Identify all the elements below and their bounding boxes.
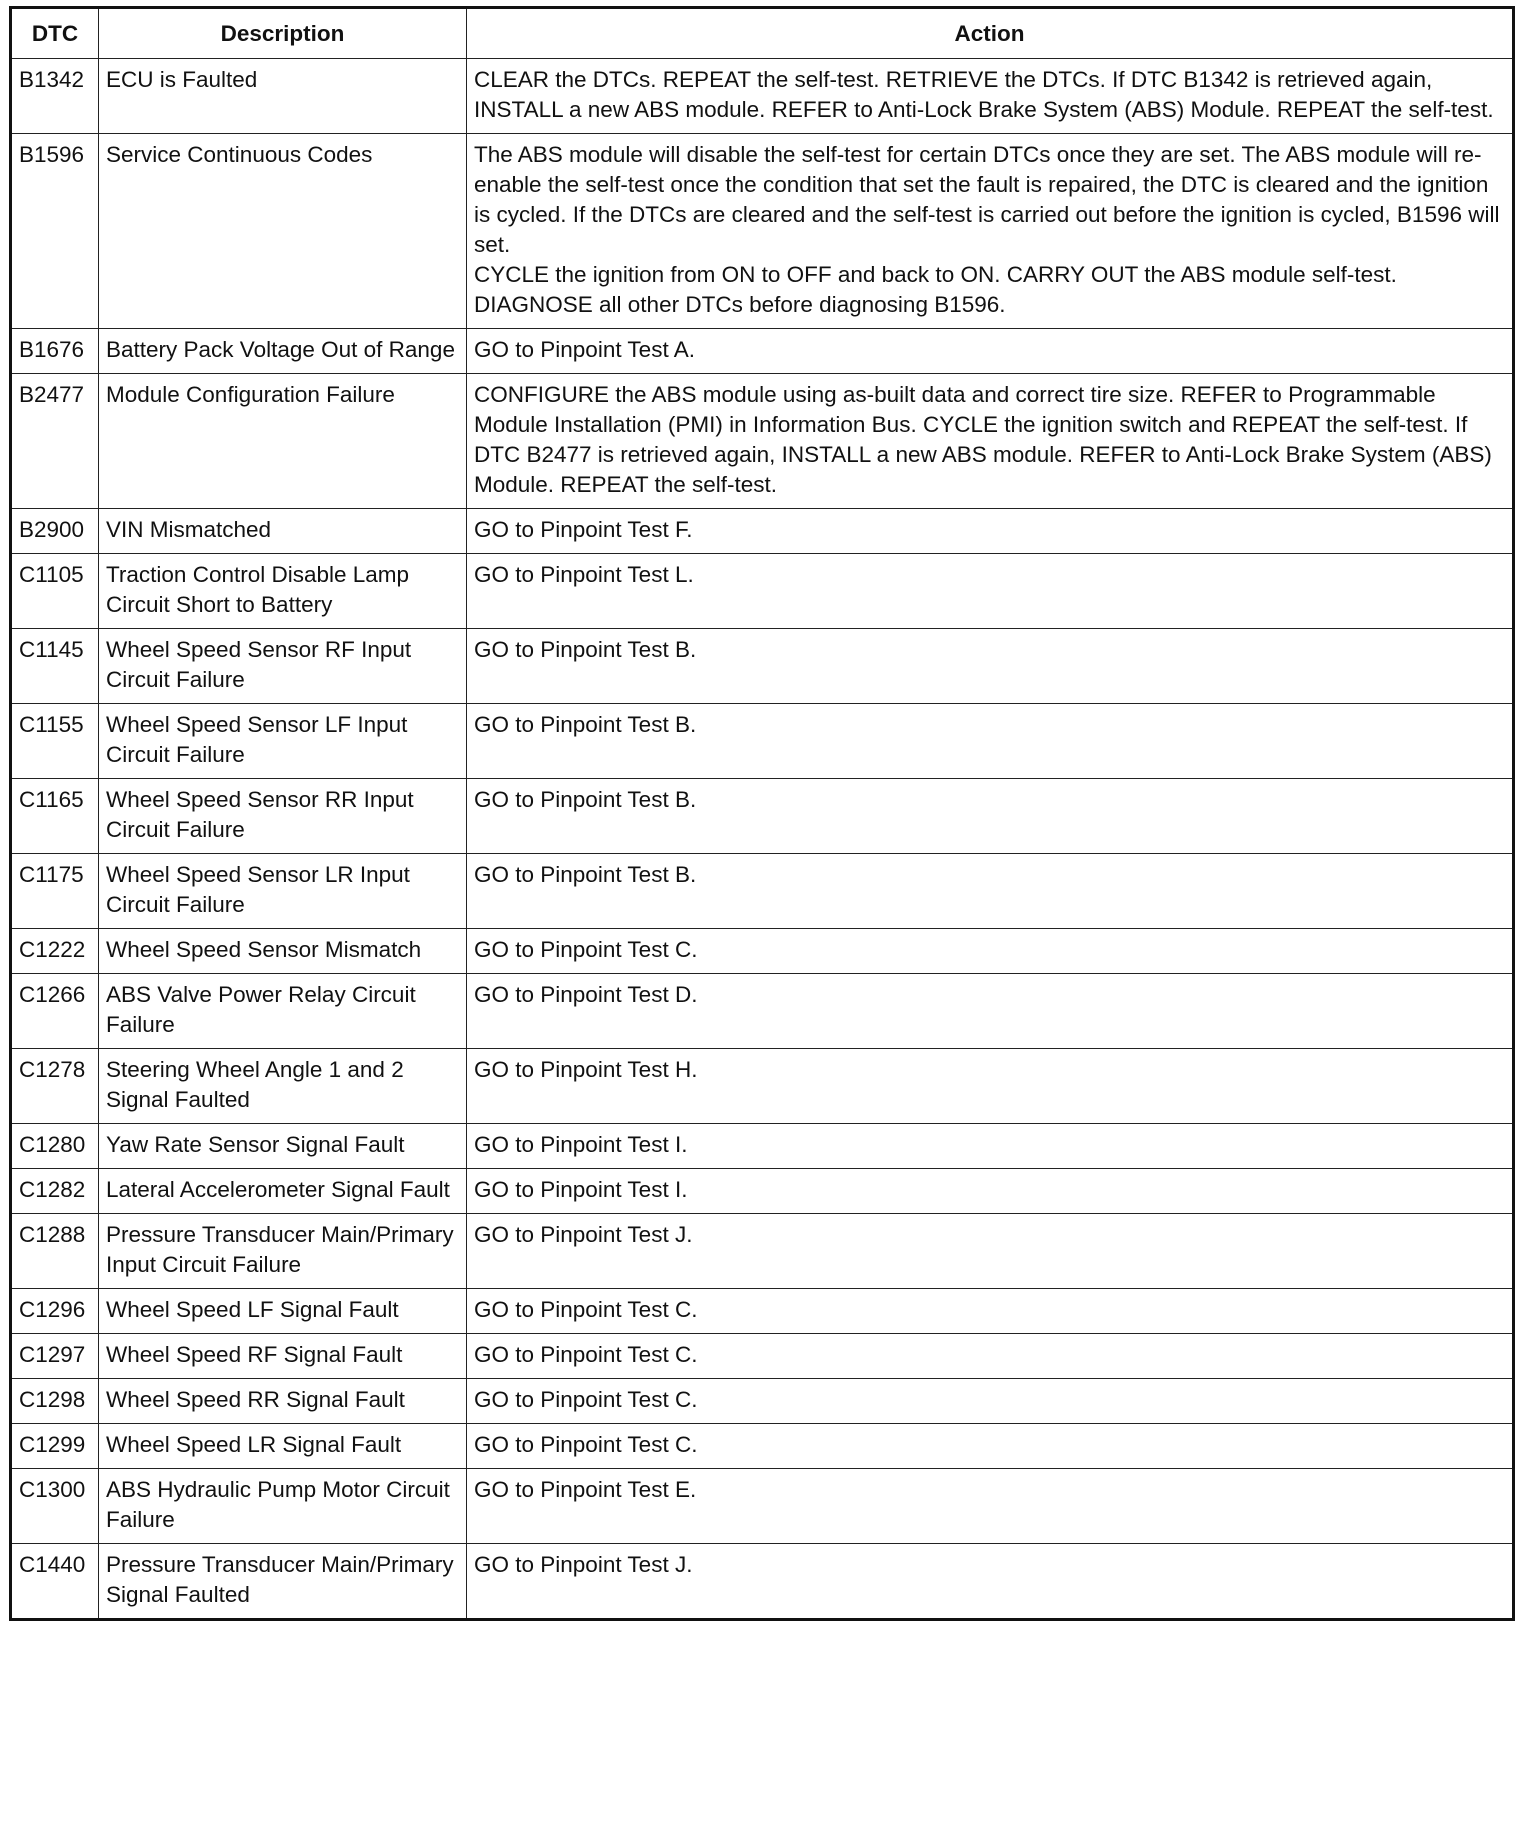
dtc-code: B1676 (11, 329, 99, 374)
dtc-code: C1297 (11, 1334, 99, 1379)
dtc-code: C1266 (11, 974, 99, 1049)
dtc-description: Pressure Transducer Main/Primary Input Circuit Failure (99, 1214, 467, 1289)
dtc-description: Wheel Speed LF Signal Fault (99, 1289, 467, 1334)
table-row (11, 1049, 1514, 1124)
dtc-code: C1165 (11, 779, 99, 854)
dtc-code: C1105 (11, 554, 99, 629)
action-paragraph: GO to Pinpoint Test C. (474, 1432, 698, 1457)
table-row (11, 1289, 1514, 1334)
dtc-action (467, 374, 1514, 509)
dtc-description: Wheel Speed Sensor Mismatch (99, 929, 467, 974)
dtc-action (467, 1379, 1514, 1424)
dtc-action (467, 629, 1514, 704)
table-row (11, 929, 1514, 974)
table-row (11, 1214, 1514, 1289)
dtc-code: B2477 (11, 374, 99, 509)
table-row (11, 134, 1514, 329)
action-paragraph: GO to Pinpoint Test A. (474, 337, 695, 362)
action-paragraph: GO to Pinpoint Test B. (474, 712, 697, 737)
action-paragraph: The ABS module will disable the self-test for certain DTCs once they are set. The ABS module will re-enable the self-test once the condition that set the fault is repaired, the DTC is cleared and the ignition is cycled. If the DTCs are cleared and the self-test is carried out before the ignition is cycled, B1596 will set. (474, 142, 1500, 257)
table-row (11, 629, 1514, 704)
dtc-action (467, 1334, 1514, 1379)
dtc-code: C1300 (11, 1469, 99, 1544)
header-dtc: DTC (11, 8, 99, 59)
action-paragraph: GO to Pinpoint Test B. (474, 787, 697, 812)
dtc-action (467, 929, 1514, 974)
table-row (11, 1469, 1514, 1544)
dtc-description: Wheel Speed Sensor LF Input Circuit Failure (99, 704, 467, 779)
dtc-code: B1342 (11, 59, 99, 134)
action-paragraph: GO to Pinpoint Test J. (474, 1552, 693, 1577)
dtc-code: C1282 (11, 1169, 99, 1214)
action-paragraph: GO to Pinpoint Test E. (474, 1477, 697, 1502)
action-paragraph: GO to Pinpoint Test C. (474, 1387, 698, 1412)
dtc-action (467, 1469, 1514, 1544)
action-paragraph: GO to Pinpoint Test J. (474, 1222, 693, 1247)
table-row (11, 1424, 1514, 1469)
dtc-code: C1278 (11, 1049, 99, 1124)
dtc-description: Wheel Speed Sensor RR Input Circuit Failure (99, 779, 467, 854)
table-row (11, 554, 1514, 629)
dtc-action (467, 854, 1514, 929)
table-body (11, 59, 1514, 1620)
dtc-code: C1222 (11, 929, 99, 974)
dtc-description: Service Continuous Codes (99, 134, 467, 329)
dtc-description: Wheel Speed LR Signal Fault (99, 1424, 467, 1469)
action-paragraph: CLEAR the DTCs. REPEAT the self-test. RETRIEVE the DTCs. If DTC B1342 is retrieved again, INSTALL a new ABS module. REFER to Anti-Lock Brake System (ABS) Module. REPEAT the self-test. (474, 67, 1494, 122)
dtc-description: Battery Pack Voltage Out of Range (99, 329, 467, 374)
action-paragraph: GO to Pinpoint Test C. (474, 1297, 698, 1322)
table-row (11, 1379, 1514, 1424)
action-paragraph: CYCLE the ignition from ON to OFF and back to ON. CARRY OUT the ABS module self-test. DIAGNOSE all other DTCs before diagnosing B1596. (474, 262, 1397, 317)
header-description: Description (99, 8, 467, 59)
dtc-description: ECU is Faulted (99, 59, 467, 134)
action-paragraph: GO to Pinpoint Test B. (474, 862, 697, 887)
dtc-action (467, 704, 1514, 779)
action-paragraph: GO to Pinpoint Test F. (474, 517, 693, 542)
table-row (11, 1124, 1514, 1169)
action-paragraph: GO to Pinpoint Test I. (474, 1177, 688, 1202)
table-row (11, 974, 1514, 1049)
dtc-code: C1299 (11, 1424, 99, 1469)
dtc-action (467, 1049, 1514, 1124)
dtc-description: Lateral Accelerometer Signal Fault (99, 1169, 467, 1214)
dtc-description: Module Configuration Failure (99, 374, 467, 509)
table-row (11, 854, 1514, 929)
action-paragraph: GO to Pinpoint Test C. (474, 1342, 698, 1367)
action-paragraph: GO to Pinpoint Test D. (474, 982, 698, 1007)
dtc-description: Yaw Rate Sensor Signal Fault (99, 1124, 467, 1169)
dtc-code: C1288 (11, 1214, 99, 1289)
dtc-action (467, 779, 1514, 854)
dtc-action (467, 1289, 1514, 1334)
dtc-description: Wheel Speed RF Signal Fault (99, 1334, 467, 1379)
dtc-action (467, 1424, 1514, 1469)
dtc-description: ABS Valve Power Relay Circuit Failure (99, 974, 467, 1049)
table-row (11, 1544, 1514, 1620)
dtc-description: Wheel Speed RR Signal Fault (99, 1379, 467, 1424)
table-row (11, 1334, 1514, 1379)
dtc-action (467, 509, 1514, 554)
table-row (11, 1169, 1514, 1214)
dtc-code: C1440 (11, 1544, 99, 1620)
dtc-description: Traction Control Disable Lamp Circuit Short to Battery (99, 554, 467, 629)
dtc-table (9, 6, 1515, 1621)
action-paragraph: GO to Pinpoint Test I. (474, 1132, 688, 1157)
dtc-code: C1155 (11, 704, 99, 779)
dtc-description: Wheel Speed Sensor LR Input Circuit Failure (99, 854, 467, 929)
dtc-action (467, 1214, 1514, 1289)
dtc-code: C1280 (11, 1124, 99, 1169)
action-paragraph: CONFIGURE the ABS module using as-built data and correct tire size. REFER to Programmable Module Installation (PMI) in Information Bus. CYCLE the ignition switch and REPEAT the self-test. If DTC B2477 is retrieved again, INSTALL a new ABS module. REFER to Anti-Lock Brake System (ABS) Module. REPEAT the self-test. (474, 382, 1492, 497)
dtc-action (467, 554, 1514, 629)
dtc-code: C1298 (11, 1379, 99, 1424)
table-row (11, 329, 1514, 374)
action-paragraph: GO to Pinpoint Test L. (474, 562, 694, 587)
header-row (11, 8, 1514, 59)
action-paragraph: GO to Pinpoint Test B. (474, 637, 697, 662)
dtc-description: Steering Wheel Angle 1 and 2 Signal Faulted (99, 1049, 467, 1124)
action-paragraph: GO to Pinpoint Test H. (474, 1057, 698, 1082)
dtc-description: Pressure Transducer Main/Primary Signal Faulted (99, 1544, 467, 1620)
dtc-action (467, 1124, 1514, 1169)
dtc-action (467, 134, 1514, 329)
dtc-description: VIN Mismatched (99, 509, 467, 554)
dtc-code: C1145 (11, 629, 99, 704)
header-action: Action (467, 8, 1514, 59)
dtc-code: C1296 (11, 1289, 99, 1334)
table-row (11, 704, 1514, 779)
dtc-action (467, 1544, 1514, 1620)
dtc-action (467, 59, 1514, 134)
dtc-action (467, 1169, 1514, 1214)
table-row (11, 59, 1514, 134)
table-row (11, 374, 1514, 509)
dtc-action (467, 329, 1514, 374)
dtc-code: C1175 (11, 854, 99, 929)
table-row (11, 779, 1514, 854)
dtc-code: B2900 (11, 509, 99, 554)
action-paragraph: GO to Pinpoint Test C. (474, 937, 698, 962)
dtc-action (467, 974, 1514, 1049)
dtc-description: ABS Hydraulic Pump Motor Circuit Failure (99, 1469, 467, 1544)
table-row (11, 509, 1514, 554)
dtc-code: B1596 (11, 134, 99, 329)
dtc-description: Wheel Speed Sensor RF Input Circuit Failure (99, 629, 467, 704)
